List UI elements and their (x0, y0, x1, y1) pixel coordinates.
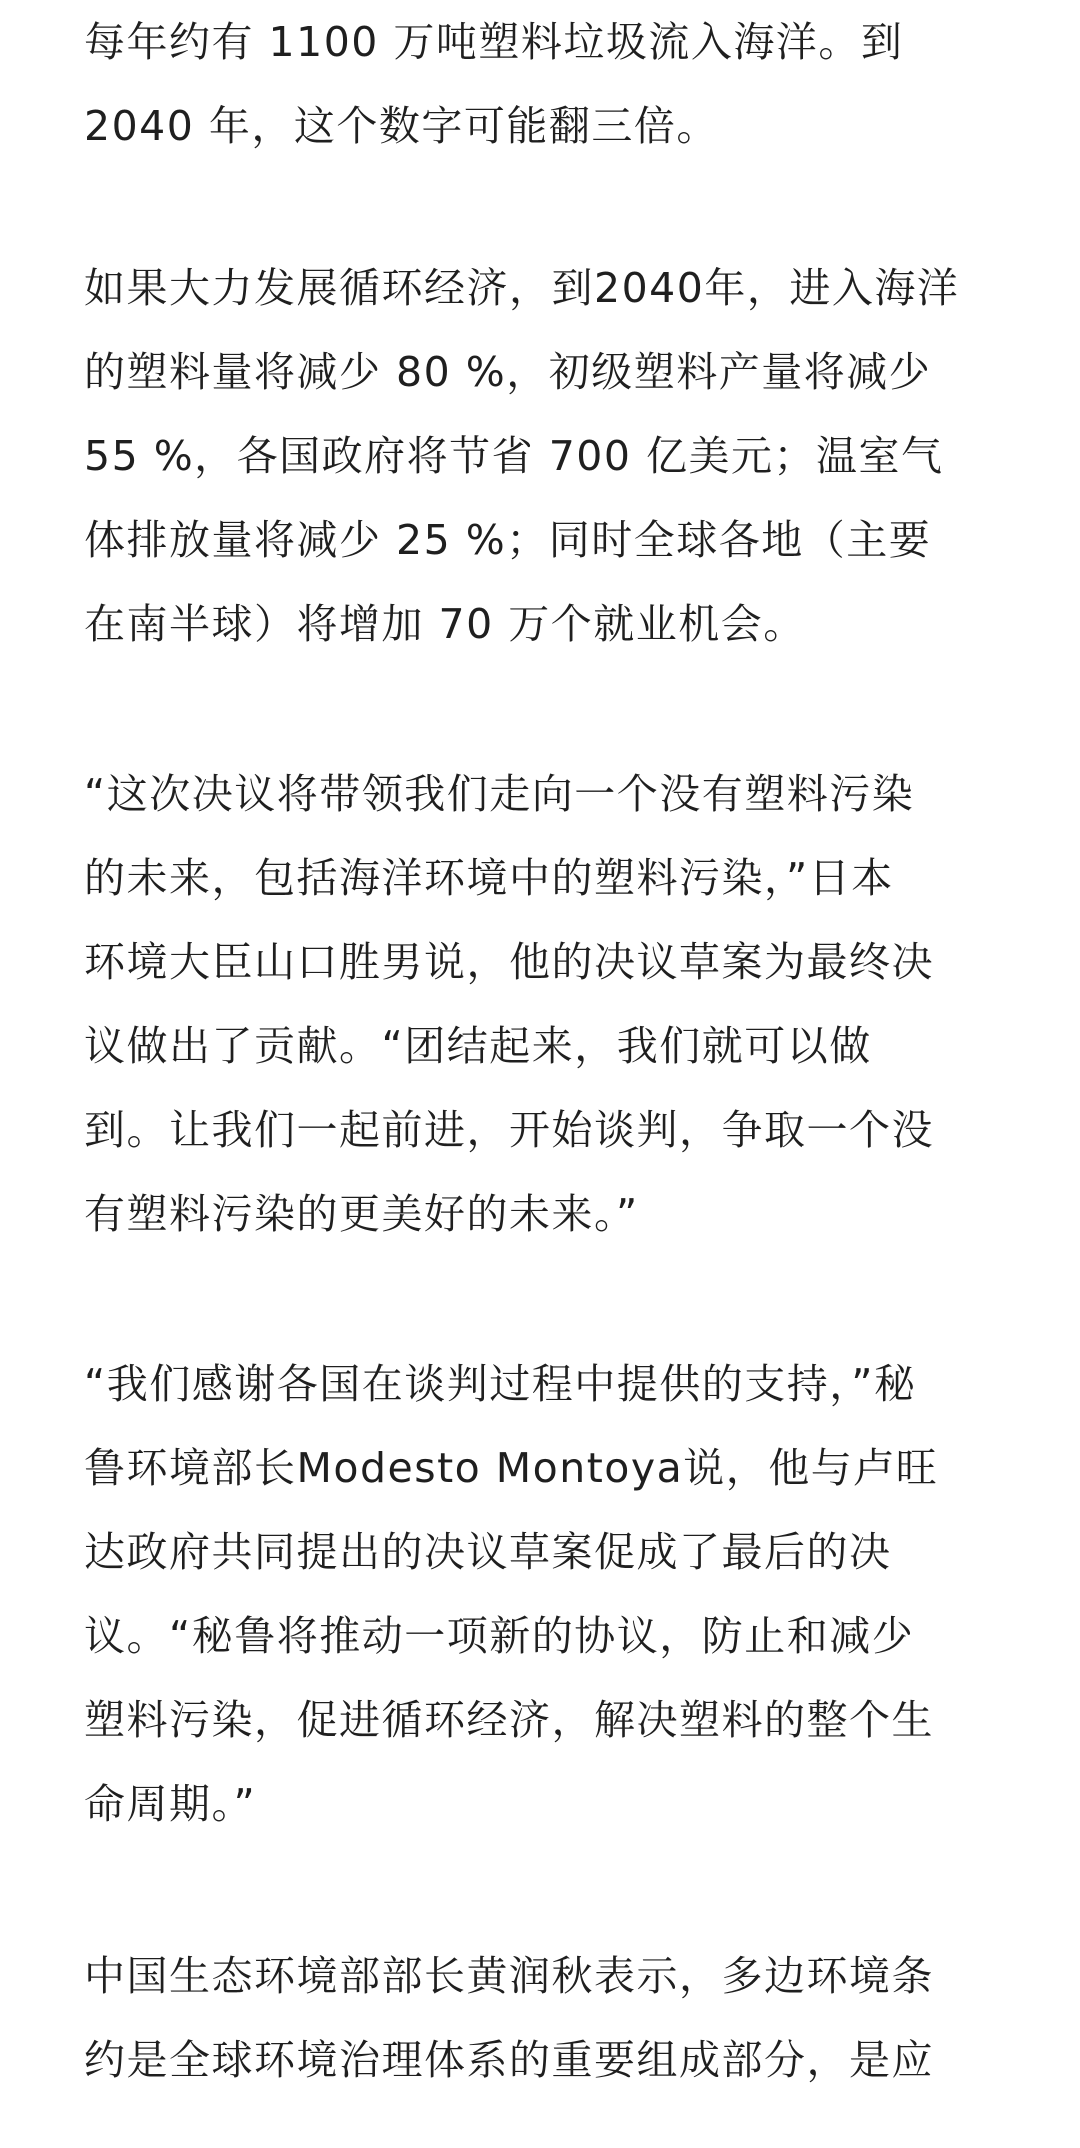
text-line: 如果大力发展循环经济，到2040年，进入海洋 (84, 264, 960, 312)
paragraph-circular-economy (84, 246, 959, 666)
text-line: 每年约有 1100 万吨塑料垃圾流入海洋。到 (84, 18, 904, 66)
text-line: 鲁环境部长Modesto Montoya说，他与卢旺 (84, 1444, 939, 1492)
text-line: 中国生态环境部部长黄润秋表示，多边环境条 (84, 1952, 934, 2000)
paragraph-peru-quote (84, 1342, 938, 1846)
text-line: “我们感谢各国在谈判过程中提供的支持，”秘 (84, 1360, 917, 1408)
text-line: 塑料污染，促进循环经济，解决塑料的整个生 (84, 1696, 934, 1744)
paragraph-japan-quote (84, 752, 934, 1256)
text-line: 有塑料污染的更美好的未来。” (84, 1190, 639, 1238)
text-line: 在南半球）将增加 70 万个就业机会。 (84, 600, 806, 648)
text-line: 55 %，各国政府将节省 700 亿美元；温室气 (84, 432, 944, 480)
text-line: 议做出了贡献。“团结起来，我们就可以做 (84, 1022, 872, 1070)
paragraph-china-statement (84, 1934, 934, 2102)
text-line: 达政府共同提出的决议草案促成了最后的决 (84, 1528, 892, 1576)
text-line: 2040 年，这个数字可能翻三倍。 (84, 102, 719, 150)
text-line: 议。“秘鲁将推动一项新的协议，防止和减少 (84, 1612, 915, 1660)
text-line: 环境大臣山口胜男说，他的决议草案为最终决 (84, 938, 934, 986)
text-line: 约是全球环境治理体系的重要组成部分，是应 (84, 2036, 934, 2084)
text-line: 命周期。” (84, 1780, 257, 1828)
text-line: 的未来，包括海洋环境中的塑料污染，”日本 (84, 854, 894, 902)
text-line: 体排放量将减少 25 %；同时全球各地（主要 (84, 516, 932, 564)
text-line: 到。让我们一起前进，开始谈判，争取一个没 (84, 1106, 934, 1154)
paragraph-ocean-plastic (84, 0, 903, 168)
text-line: “这次决议将带领我们走向一个没有塑料污染 (84, 770, 915, 818)
text-line: 的塑料量将减少 80 %，初级塑料产量将减少 (84, 348, 932, 396)
